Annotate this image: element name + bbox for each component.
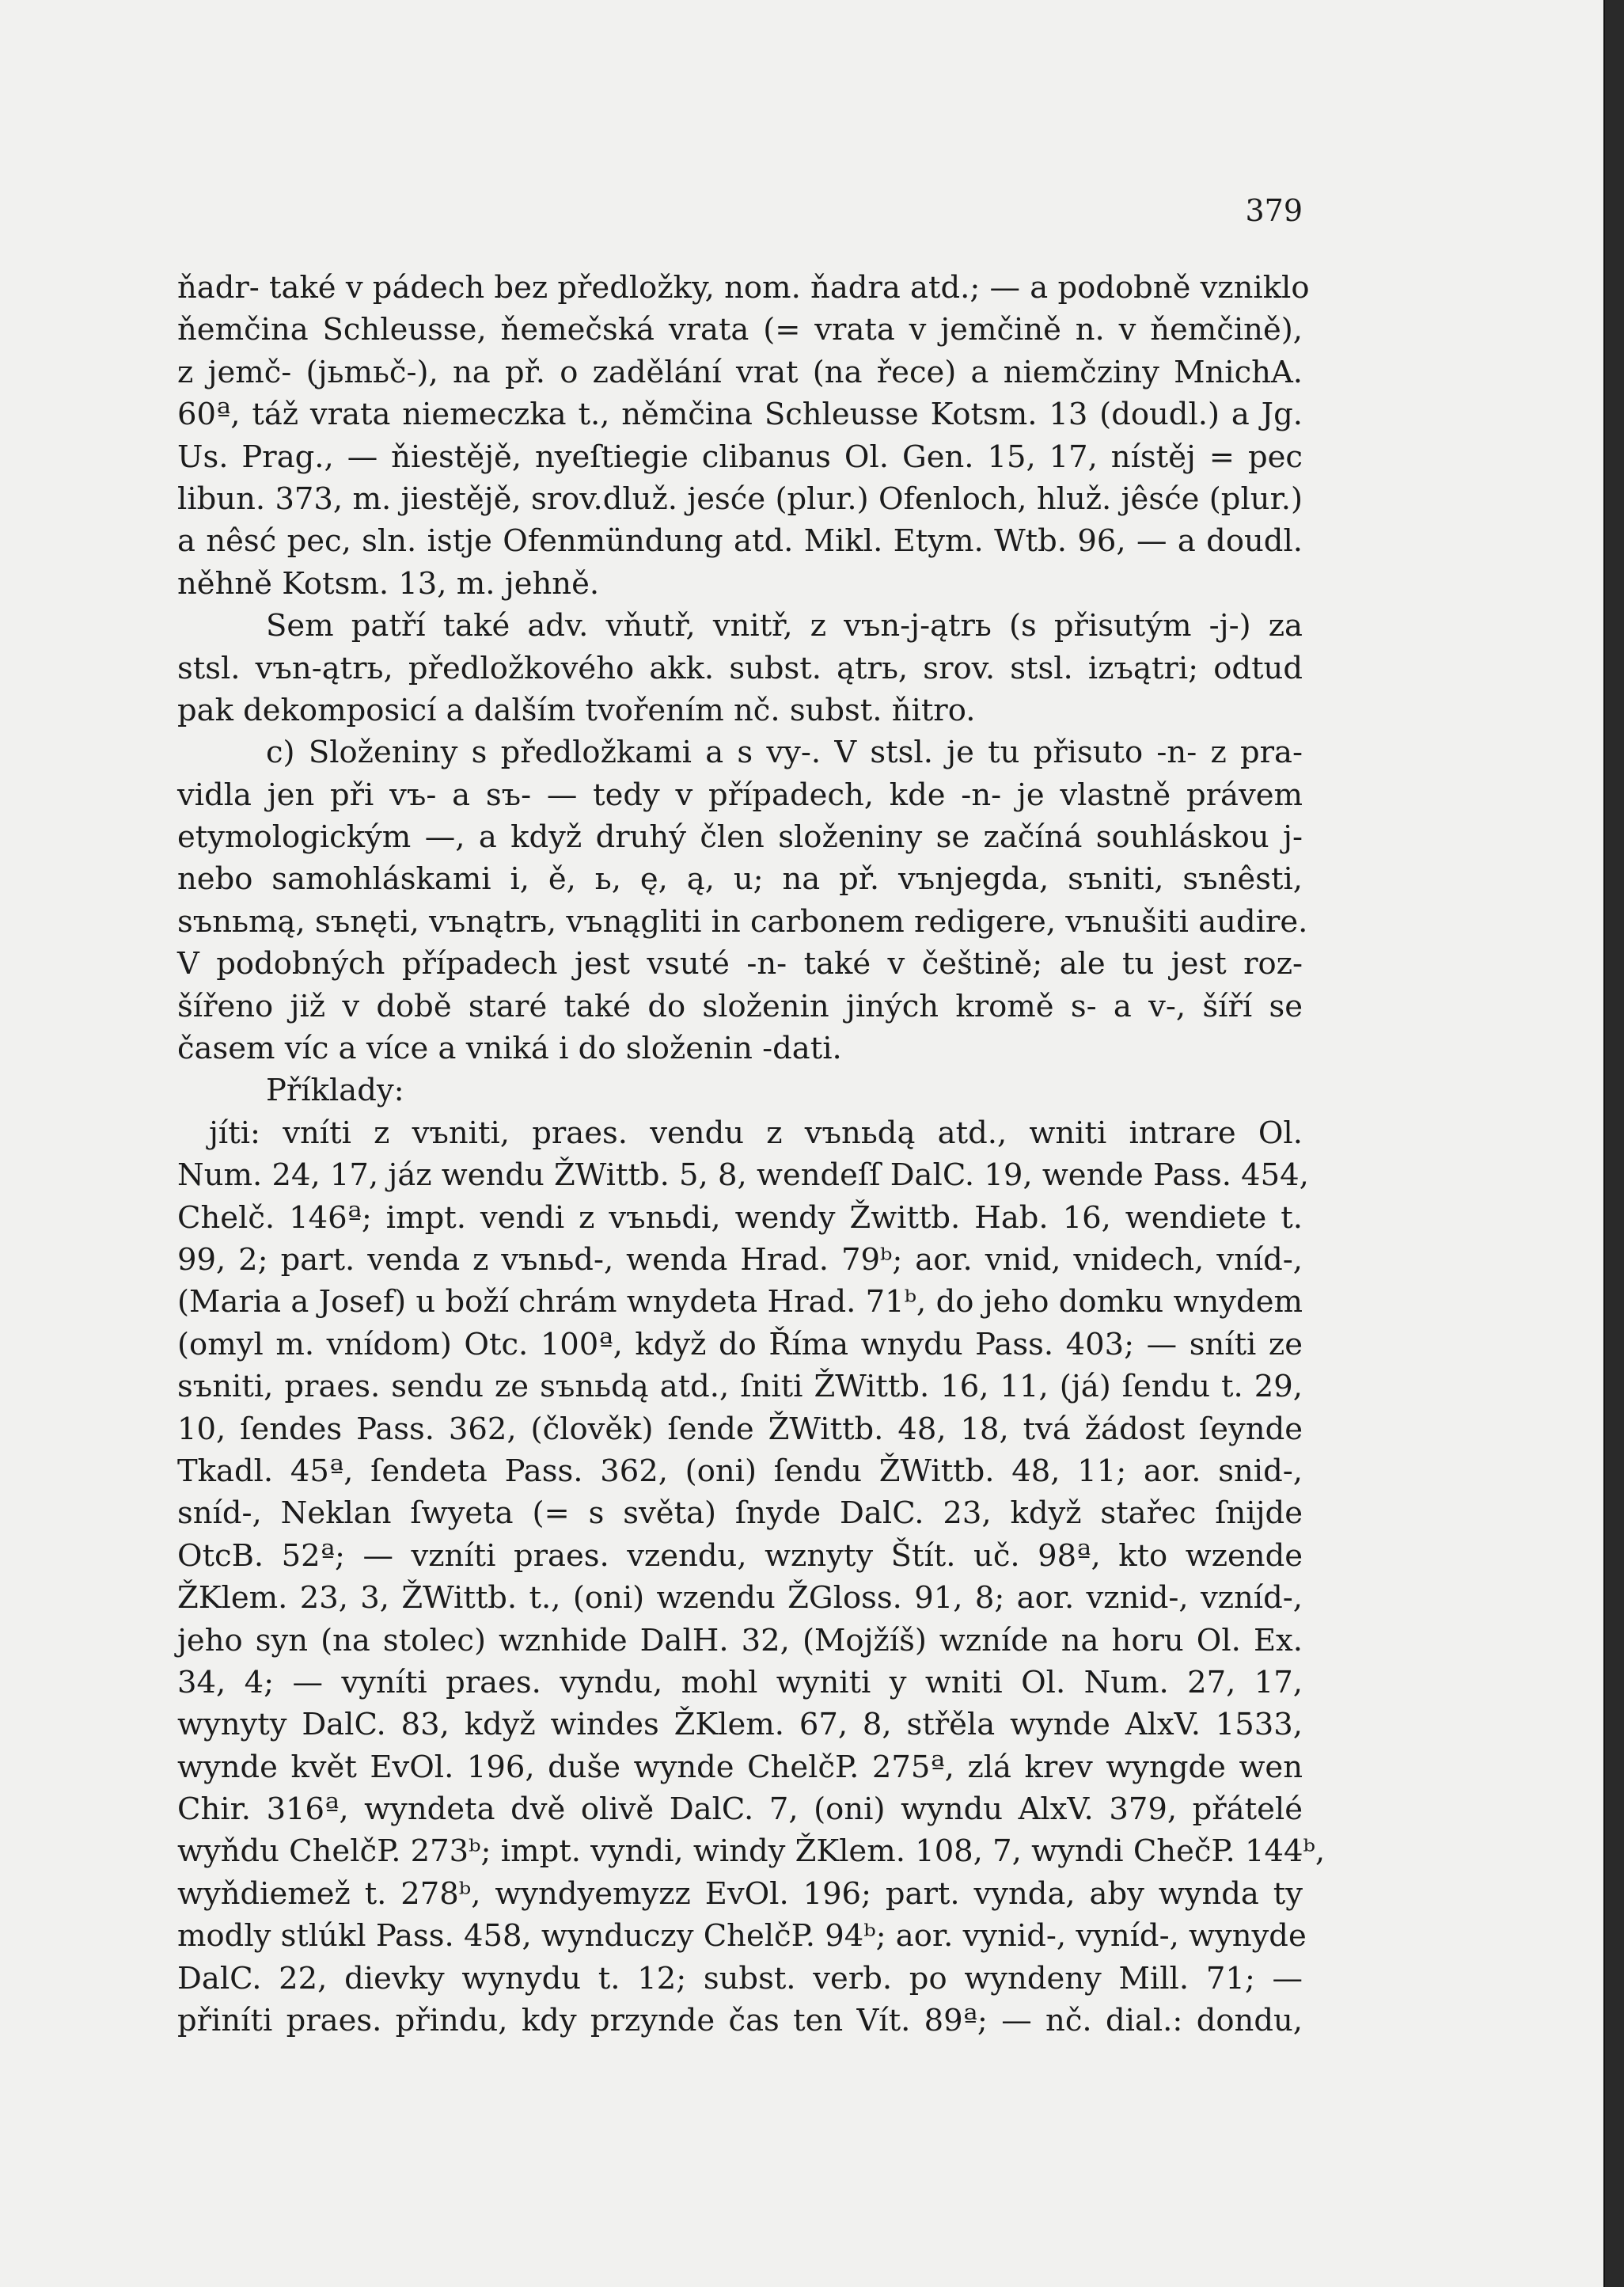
- text-line: jeho syn (na stolec) wznhide DalH. 32, (Mojžíš) wzníde na horu Ol. Ex.: [177, 1622, 1303, 1658]
- text-line: 34, 4; — vyníti praes. vyndu, mohl wyniti y wniti Ol. Num. 27, 17,: [177, 1664, 1303, 1700]
- text-line: sъniti, praes. sendu ze sъnьdą atd., ſniti ŽWittb. 16, 11, (já) ſendu t. 29,: [177, 1369, 1303, 1405]
- body-text: [177, 267, 1326, 2042]
- text-line: sníd-, Neklan ſwyeta (= s světa) ſnyde DalC. 23, když stařec ſnijde: [177, 1495, 1303, 1532]
- text-line: časem víc a více a vniká i do složenin -dati.: [177, 1031, 842, 1067]
- text-line: modly stlúkl Pass. 458, wynduczy ChelčP. 94ᵇ; aor. vynid-, vyníd-, wynyde: [177, 1918, 1307, 1955]
- text-line: libun. 373, m. jiestějě, srov.dluž. jesće (plur.) Ofenloch, hluž. jêsće (plur.): [177, 481, 1303, 517]
- text-line: OtcB. 52ª; — vzníti praes. vzendu, wznyty Štít. uč. 98ª, kto wzende: [177, 1537, 1303, 1574]
- text-line: vidla jen při vъ- a sъ- — tedy v případech, kde -n- je vlastně právem: [177, 777, 1303, 813]
- text-line: 99, 2; part. venda z vъnьd-, wenda Hrad. 79ᵇ; aor. vnid, vnidech, vníd-,: [177, 1241, 1303, 1278]
- text-line: Příklady:: [266, 1073, 404, 1109]
- text-line: wynde květ EvOl. 196, duše wynde ChelčP. 275ª, zlá krev wyngde wen: [177, 1749, 1303, 1785]
- text-line: pak dekomposicí a dalším tvořením nč. subst. ňitro.: [177, 692, 976, 728]
- text-line: Us. Prag., — ňiestějě, nyeſtiegie clibanus Ol. Gen. 15, 17, nístěj = pec: [177, 439, 1303, 475]
- text-line: Sem patří také adv. vňutř, vnitř, z vъn-j-ątrь (s přisutým -j-) za: [266, 608, 1303, 644]
- text-line: wyňdu ChelčP. 273ᵇ; impt. vyndi, windy ŽKlem. 108, 7, wyndi ChečP. 144ᵇ,: [177, 1833, 1326, 1870]
- text-line: wyňdiemež t. 278ᵇ, wyndyemyzz EvOl. 196; part. vynda, aby wynda ty: [177, 1875, 1303, 1912]
- text-line: jíti: vníti z vъniti, praes. vendu z vъnьdą atd., wniti intrare Ol.: [209, 1115, 1303, 1151]
- text-line: šířeno již v době staré také do složenin jiných kromě s- a v-, šíří se: [177, 988, 1303, 1024]
- text-line: něhně Kotsm. 13, m. jehně.: [177, 565, 600, 602]
- text-line: Num. 24, 17, jáz wendu ŽWittb. 5, 8, wendeſſ DalC. 19, wende Pass. 454,: [177, 1157, 1309, 1194]
- text-line: Tkadl. 45ª, ſendeta Pass. 362, (oni) ſendu ŽWittb. 48, 11; aor. snid-,: [177, 1453, 1303, 1489]
- text-line: DalC. 22, dievky wynydu t. 12; subst. verb. po wyndeny Mill. 71; —: [177, 1960, 1303, 1996]
- text-line: stsl. vъn-ątrь, předložkového akk. subst. ątrь, srov. stsl. izъątri; odtud: [177, 650, 1303, 686]
- text-line: (Maria a Josef) u boží chrám wnydeta Hrad. 71ᵇ, do jeho domku wnydem: [177, 1284, 1303, 1320]
- text-line: přiníti praes. přindu, kdy przynde čas ten Vít. 89ª; — nč. dial.: dondu,: [177, 2003, 1303, 2039]
- text-line: wynyty DalC. 83, když windes ŽKlem. 67, 8, střěla wynde AlxV. 1533,: [177, 1707, 1303, 1743]
- text-line: 10, ſendes Pass. 362, (člověk) ſende ŽWittb. 48, 18, tvá žádost ſeynde: [177, 1411, 1303, 1447]
- text-line: Chelč. 146ª; impt. vendi z vъnьdi, wendy Žwittb. Hab. 16, wendiete t.: [177, 1199, 1303, 1236]
- page-number: 379: [1245, 193, 1303, 228]
- text-line: a nêsć pec, sln. istje Ofenmündung atd. Mikl. Etym. Wtb. 96, — a doudl.: [177, 523, 1303, 560]
- text-line: c) Složeniny s předložkami a s vy-. V stsl. je tu přisuto -n- z pra-: [266, 735, 1303, 771]
- text-line: z jemč- (jьmьč-), na př. o zadělání vrat (na řece) a niemčziny MnichA.: [177, 354, 1303, 390]
- text-line: sъnьmą, sъnęti, vъnątrь, vъnągliti in carbonem redigere, vъnušiti audire.: [177, 903, 1308, 940]
- text-line: V podobných případech jest vsuté -n- také v češtině; ale tu jest roz-: [177, 946, 1303, 982]
- text-line: ňemčina Schleusse, ňemečská vrata (= vrata v jemčině n. v ňemčině),: [177, 312, 1303, 348]
- text-line: Chir. 316ª, wyndeta dvě olivě DalC. 7, (oni) wyndu AlxV. 379, přátelé: [177, 1791, 1303, 1828]
- text-line: nebo samohláskami i, ě, ь, ę, ą, u; na př. vъnjegda, sъniti, sъnêsti,: [177, 861, 1303, 898]
- text-line: ňadr- také v pádech bez předložky, nom. ňadra atd.; — a podobně vzniklo: [177, 270, 1310, 306]
- text-line: etymologickým —, a když druhý člen složeniny se začíná souhláskou j-: [177, 819, 1303, 856]
- text-line: (omyl m. vnídom) Otc. 100ª, když do Říma wnydu Pass. 403; — sníti ze: [177, 1326, 1303, 1362]
- text-line: 60ª, táž vrata niemeczka t., němčina Schleusse Kotsm. 13 (doudl.) a Jg.: [177, 397, 1303, 433]
- text-line: ŽKlem. 23, 3, ŽWittb. t., (oni) wzendu ŽGloss. 91, 8; aor. vznid-, vzníd-,: [177, 1580, 1303, 1616]
